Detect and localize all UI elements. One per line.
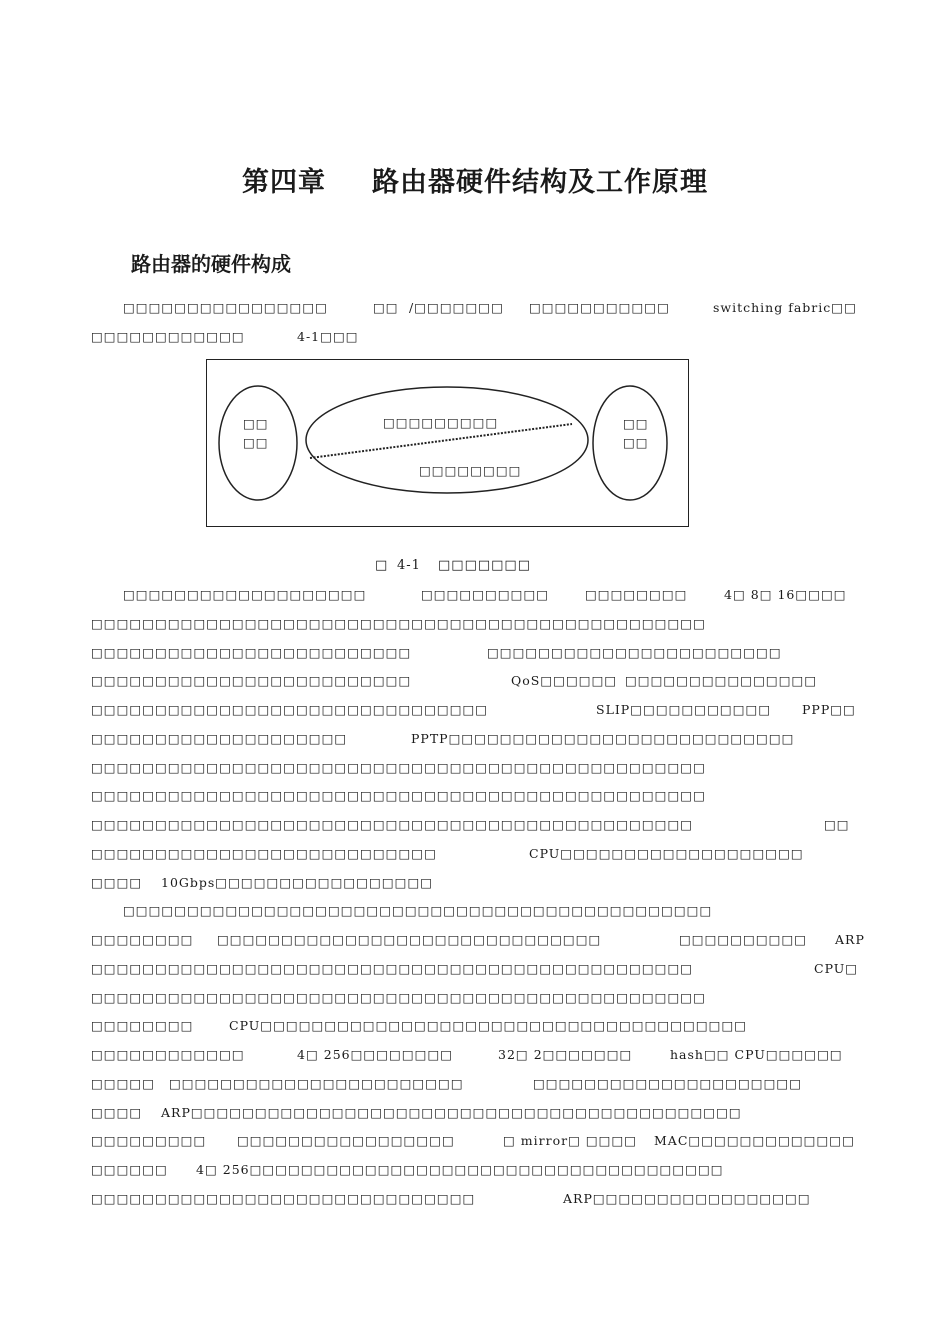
body-line-1-seg-3: □□□□□□□□ [585,587,688,602]
body-line-21-seg-1: □□□□□□ [91,1162,168,1177]
body-line-5-seg-1: □□□□□□□□□□□□□□□□□□□□□□□□□□□□□□□ [91,702,489,717]
body-line-13-seg-3: □□□□□□□□□□ [679,932,808,947]
right-label-1: □□ [623,416,649,431]
body-line-18-seg-2: □□□□□□□□□□□□□□□□□□□□□□□ [169,1076,464,1091]
intro-line2-seg1: □□□□□□□□□□□□ [91,329,245,344]
chapter-title: 路由器硬件结构及工作原理 [372,167,708,198]
body-line-17-seg-4: hash□□ CPU□□□□□□ [670,1047,843,1062]
body-line-1-seg-2: □□□□□□□□□□ [421,587,550,602]
intro-line1-seg5: switching fabric□□ [713,300,857,315]
center-bottom-label: □□□□□□□□ [419,463,522,478]
body-line-12-seg-1: □□□□□□□□□□□□□□□□□□□□□□□□□□□□□□□□□□□□□□□□□□□□□□ [123,903,713,918]
body-line-19-seg-2: ARP□□□□□□□□□□□□□□□□□□□□□□□□□□□□□□□□□□□□□□□□□□□ [161,1105,742,1120]
body-line-20-seg-2: □□□□□□□□□□□□□□□□□ [237,1133,455,1148]
body-line-17-seg-3: 32□ 2□□□□□□□ [498,1047,633,1062]
chapter-heading [0,160,950,199]
body-line-5-seg-3: PPP□□ [802,702,856,717]
body-line-2-seg-1: □□□□□□□□□□□□□□□□□□□□□□□□□□□□□□□□□□□□□□□□□□□□□□□□ [91,616,706,631]
body-line-14-seg-1: □□□□□□□□□□□□□□□□□□□□□□□□□□□□□□□□□□□□□□□□□□□□□□□ [91,961,694,976]
body-line-16-seg-2: CPU□□□□□□□□□□□□□□□□□□□□□□□□□□□□□□□□□□□□□□ [229,1018,748,1033]
intro-line1-seg1: □□□□□□□□□□□□□□□□ [123,300,328,315]
body-line-14-seg-2: CPU□ [814,961,859,976]
body-line-11-seg-1: □□□□ [91,875,143,890]
body-line-9-seg-2: □□ [824,817,850,832]
body-line-4-seg-2: QoS□□□□□□ [511,673,618,688]
right-label-2: □□ [623,435,649,450]
body-line-4-seg-3: □□□□□□□□□□□□□□□ [625,673,818,688]
intro-line2-seg2: 4-1□□□ [297,329,359,344]
body-line-3-seg-1: □□□□□□□□□□□□□□□□□□□□□□□□□ [91,645,412,660]
body-line-22-seg-2: ARP□□□□□□□□□□□□□□□□□ [563,1191,811,1206]
body-line-7-seg-1: □□□□□□□□□□□□□□□□□□□□□□□□□□□□□□□□□□□□□□□□□□□□□□□□ [91,760,706,775]
body-line-6-seg-2: PPTP□□□□□□□□□□□□□□□□□□□□□□□□□□□ [411,731,795,746]
body-line-3-seg-2: □□□□□□□□□□□□□□□□□□□□□□□ [487,645,782,660]
figure-caption-prefix: □ [375,558,389,573]
body-line-13-seg-1: □□□□□□□□ [91,932,194,947]
body-line-4-seg-1: □□□□□□□□□□□□□□□□□□□□□□□□□ [91,673,412,688]
body-line-21-seg-2: 4□ 256□□□□□□□□□□□□□□□□□□□□□□□□□□□□□□□□□□□□□ [196,1162,724,1177]
body-line-15-seg-1: □□□□□□□□□□□□□□□□□□□□□□□□□□□□□□□□□□□□□□□□□□□□□□□□ [91,990,706,1005]
body-line-22-seg-1: □□□□□□□□□□□□□□□□□□□□□□□□□□□□□□ [91,1191,476,1206]
body-line-10-seg-2: CPU□□□□□□□□□□□□□□□□□□□ [529,846,804,861]
figure-caption-text: □□□□□□□ [438,558,531,573]
figure-diagram [206,359,689,527]
body-line-1-seg-1: □□□□□□□□□□□□□□□□□□□ [123,587,367,602]
body-line-18-seg-1: □□□□□ [91,1076,156,1091]
body-line-20-seg-4: MAC□□□□□□□□□□□□□ [654,1133,855,1148]
intro-line1-seg3: /□□□□□□□ [409,300,504,315]
body-line-16-seg-1: □□□□□□□□ [91,1018,194,1033]
left-label-2: □□ [243,435,269,450]
body-line-10-seg-1: □□□□□□□□□□□□□□□□□□□□□□□□□□□ [91,846,437,861]
body-line-13-seg-4: ARP [835,932,865,947]
body-line-5-seg-2: SLIP□□□□□□□□□□□ [596,702,772,717]
body-line-20-seg-3: □ mirror□ □□□□ [503,1133,638,1148]
figure-caption-number: 4-1 [397,558,421,573]
body-line-1-seg-4: 4□ 8□ 16□□□□ [724,587,847,602]
section-title: 路由器的硬件构成 [131,252,291,276]
body-line-17-seg-2: 4□ 256□□□□□□□□ [297,1047,454,1062]
intro-line1-seg2: □□ [373,300,399,315]
center-top-label: □□□□□□□□□ [383,415,499,430]
body-line-11-seg-2: 10Gbps□□□□□□□□□□□□□□□□□ [161,875,434,890]
body-line-6-seg-1: □□□□□□□□□□□□□□□□□□□□ [91,731,348,746]
body-line-20-seg-1: □□□□□□□□□ [91,1133,207,1148]
body-line-18-seg-3: □□□□□□□□□□□□□□□□□□□□□ [533,1076,803,1091]
body-line-19-seg-1: □□□□ [91,1105,143,1120]
body-line-17-seg-1: □□□□□□□□□□□□ [91,1047,245,1062]
body-line-9-seg-1: □□□□□□□□□□□□□□□□□□□□□□□□□□□□□□□□□□□□□□□□□□□□□□□ [91,817,694,832]
left-label-1: □□ [243,416,269,431]
body-line-8-seg-1: □□□□□□□□□□□□□□□□□□□□□□□□□□□□□□□□□□□□□□□□□□□□□□□□ [91,788,706,803]
body-line-13-seg-2: □□□□□□□□□□□□□□□□□□□□□□□□□□□□□□ [217,932,602,947]
intro-line1-seg4: □□□□□□□□□□□ [529,300,670,315]
chapter-number: 第四章 [242,167,326,198]
